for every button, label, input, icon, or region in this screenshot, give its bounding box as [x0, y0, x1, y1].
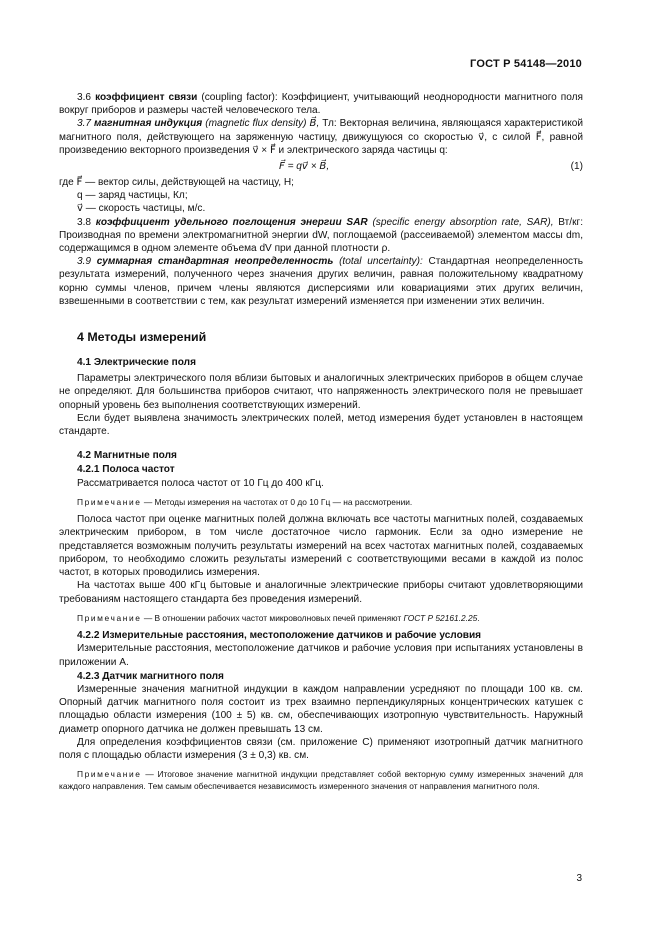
definition-line: q — заряд частицы, Кл; [77, 190, 188, 202]
paragraph: Если будет выявлена значимость электрических полей, метод измерения будет установлен в настоящем стандарте. [59, 412, 583, 438]
definition-line: v⃗ — скорость частицы, м/с. [77, 203, 206, 215]
term-3-9: 3.9 суммарная стандартная неопределенность (total uncertainty): Стандартная неопределенность результата измерений, полученного через значения других величин, равная положительному квадратному корню суммы членов, причем члены являются дисперсиями или ковариациями этих других величин, взвешенными в соответствии с тем, как результат измерений изменяется при изменении этих величин. [59, 256, 583, 307]
term-title: суммарная стандартная неопределенность [96, 256, 334, 268]
equation-formula: F⃗ = qv⃗ × B⃗, [279, 161, 330, 173]
term-title: коэффициент связи [95, 92, 198, 103]
note: Примечание — В отношении рабочих частот микроволновых печей применяют ГОСТ Р 52161.2.25. [77, 612, 480, 623]
paragraph: Измеренные значения магнитной индукции в каждом направлении усредняют по площади 100 кв. см. Опорный датчик магнитного поля состоит из трех взаимно перпендикулярных концентрических катушек с площадью области измерения (100 ± 5) кв. см, обеспечивающих изотропную чувствительность. Наружный диаметр опорного датчика не должен превышать 13 см. [59, 683, 583, 735]
term-3-8: 3.8 коэффициент удельного поглощения энергии SAR (specific energy absorption rate, SAR), Вт/кг: Производная по времени электромагнитной энергии dW, поглощаемой (рассеиваемой) элементом массы dm, содержащимся в одном элементе объема dV при данной плотности ρ. [59, 216, 584, 255]
subsection-heading: 4.1 Электрические поля [77, 357, 196, 369]
term-3-7: 3.7 магнитная индукция (magnetic flux density) B⃗, Тл: Векторная величина, являющаяся характеристикой магнитного поля, действующего на заряженную частицу, движущуюся со скоростью v⃗, с силой F⃗, равной произведению векторного произведения v⃗ × F⃗ и электрического заряда частицы q: [59, 118, 583, 156]
section-heading: 4 Методы измерений [77, 330, 207, 345]
paragraph: Полоса частот при оценке магнитных полей должна включать все частоты магнитных полей, создаваемых электрическим прибором, в том числе достаточное число гармоник. Если за одно измерение не представляется возможным получить результаты измерений на всех частотах магнитных полей, создаваемых прибором, то необходимо сложить результаты измерений с соответствующими весами в каждой из полос частот, в которых проводились измерения. [59, 514, 583, 579]
paragraph: Для определения коэффициентов связи (см. приложение С) применяют изотропный датчик магнитного поля с площадью области измерения (3 ± 0,3) кв. см. [59, 736, 583, 761]
note: Примечание — Методы измерения на частотах от 0 до 10 Гц — на рассмотрении. [77, 496, 413, 507]
term-title: магнитная индукция [94, 118, 203, 130]
standard-header: ГОСТ Р 54148—2010 [470, 58, 582, 70]
symbol-definitions [59, 176, 583, 216]
paragraph: На частотах выше 400 кГц бытовые и аналогичные электрические приборы считают удовлетворяющими требованиям настоящего стандарта без проведения измерений. [59, 580, 583, 605]
equation [59, 159, 583, 176]
term-3-6: 3.6 коэффициент связи (coupling factor): Коэффициент, учитывающий неоднородности магнитного поля вокруг приборов и размеры частей человеческого тела. [59, 92, 583, 117]
page-number: 3 [576, 873, 582, 884]
equation-number: (1) [570, 161, 583, 173]
subsection-heading: 4.2.3 Датчик магнитного поля [77, 670, 224, 682]
paragraph: Измерительные расстояния, местоположение датчиков и рабочие условия при испытаниях установлены в приложении А. [59, 643, 583, 668]
page-body [59, 91, 583, 797]
paragraph: Параметры электрического поля вблизи бытовых и аналогичных электрических приборов в общем случае не определяют. Для большинства приборов считают, что напряженность электрического поля не превышает опорный уровень без выполнения соответствующих измерений. [59, 373, 583, 411]
note: Примечание — Итоговое значение магнитной индукции представляет собой векторную сумму измеренных значений для каждого направления. Тем самым обеспечивается независимость измеренного значения от направления магнитного поля. [59, 769, 584, 791]
paragraph: Рассматривается полоса частот от 10 Гц до 400 кГц. [77, 477, 324, 489]
subsection-heading: 4.2 Магнитные поля [77, 450, 177, 462]
term-title: коэффициент удельного поглощения энергии SAR [95, 216, 368, 228]
subsection-heading: 4.2.2 Измерительные расстояния, местоположение датчиков и рабочие условия [77, 630, 482, 642]
subsection-heading: 4.2.1 Полоса частот [77, 464, 175, 476]
definition-line: где F⃗ — вектор силы, действующей на частицу, Н; [59, 177, 294, 189]
